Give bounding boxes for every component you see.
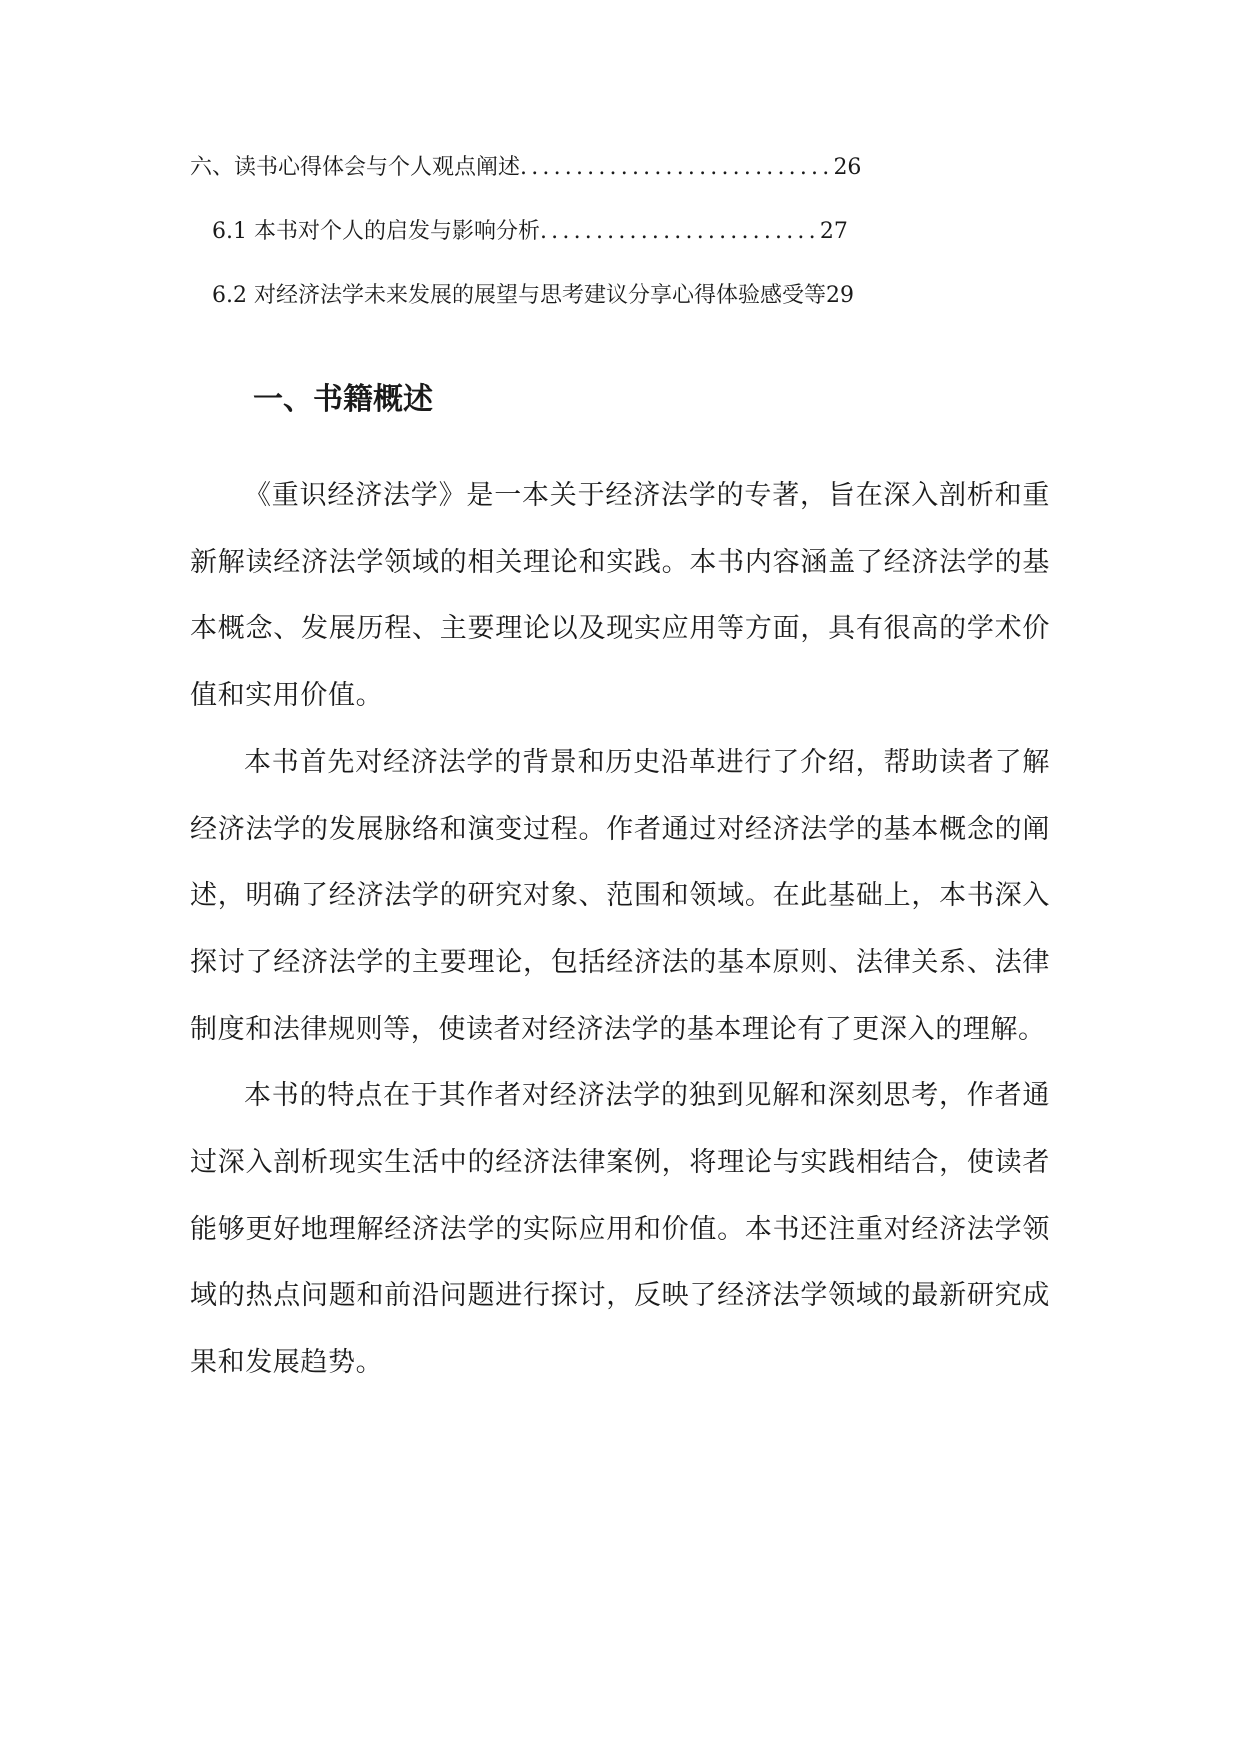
toc-leader-dots: ............................	[520, 155, 834, 180]
section-heading: 一、书籍概述	[253, 382, 433, 417]
toc-entry-title: 6.1 本书对个人的启发与影响分析	[212, 219, 540, 244]
toc-entry-6[interactable]	[190, 148, 970, 212]
toc-page-number: 29	[825, 283, 854, 308]
paragraph: 本书首先对经济法学的背景和历史沿革进行了介绍，帮助读者了解经济法学的发展脉络和演变过程。作者通过对经济法学的基本概念的阐述，明确了经济法学的研究对象、范围和领域。在此基础上，本书深入探讨了经济法学的主要理论，包括经济法的基本原则、法律关系、法律制度和法律规则等，使读者对经济法学的基本理论有了更深入的理解。	[190, 746, 1050, 1045]
toc-entry-title: 六、读书心得体会与个人观点阐述	[190, 155, 521, 180]
toc-page-number: 27	[819, 219, 848, 244]
toc-page-number: 26	[833, 155, 862, 180]
section-body	[190, 463, 1050, 1397]
toc-entry-6-2[interactable]	[190, 276, 970, 340]
table-of-contents	[190, 148, 970, 340]
toc-leader-dots: .........................	[539, 219, 820, 244]
paragraph: 《重识经济法学》是一本关于经济法学的专著，旨在深入剖析和重新解读经济法学领域的相关理论和实践。本书内容涵盖了经济法学的基本概念、发展历程、主要理论以及现实应用等方面，具有很高的学术价值和实用价值。	[190, 480, 1050, 712]
paragraph: 本书的特点在于其作者对经济法学的独到见解和深刻思考，作者通过深入剖析现实生活中的经济法律案例，将理论与实践相结合，使读者能够更好地理解经济法学的实际应用和价值。本书还注重对经济法学领域的热点问题和前沿问题进行探讨，反映了经济法学领域的最新研究成果和发展趋势。	[190, 1080, 1050, 1379]
toc-entry-title: 6.2 对经济法学未来发展的展望与思考建议分享心得体验感受等	[212, 283, 826, 308]
toc-entry-6-1[interactable]	[190, 212, 970, 276]
